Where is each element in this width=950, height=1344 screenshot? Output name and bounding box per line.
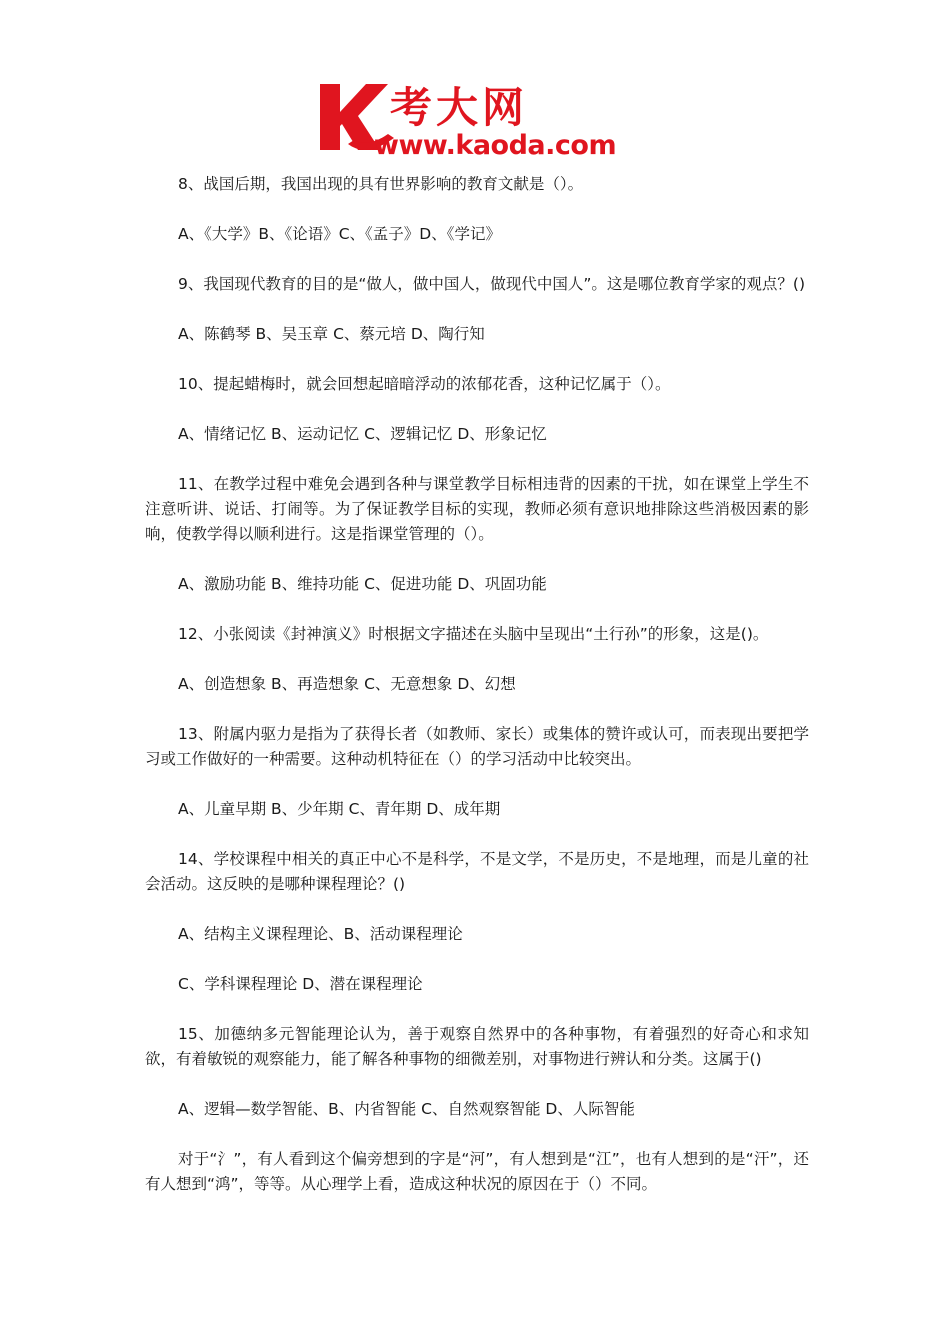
question-14-options-cd: C、学科课程理论 D、潜在课程理论 (178, 975, 423, 993)
question-8-options: A、《大学》B、《论语》C、《孟子》D、《学记》 (178, 225, 501, 243)
question-8: 8、战国后期，我国出现的具有世界影响的教育文献是（）。 (178, 175, 584, 193)
kaoda-logo[interactable] (318, 78, 640, 162)
question-16: 对于“氵”，有人看到这个偏旁想到的字是“河”，有人想到是“江”，也有人想到的是“汗”，还有人想到“鸿”，等等。从心理学上看，造成这种状况的原因在于（）不同。 (145, 1150, 809, 1193)
question-13: 13、附属内驱力是指为了获得长者（如教师、家长）或集体的赞许或认可，而表现出要把学习或工作做好的一种需要。这种动机特征在（）的学习活动中比较突出。 (145, 725, 809, 768)
question-10: 10、提起蜡梅时，就会回想起暗暗浮动的浓郁花香，这种记忆属于（）。 (178, 375, 671, 393)
question-11: 11、在教学过程中难免会遇到各种与课堂教学目标相违背的因素的干扰，如在课堂上学生不注意听讲、说话、打闹等。为了保证教学目标的实现，教师必须有意识地排除这些消极因素的影响，使教学得以顺利进行。这是指课堂管理的（）。 (145, 475, 809, 543)
question-10-options: A、情绪记忆 B、运动记忆 C、逻辑记忆 D、形象记忆 (178, 425, 547, 443)
question-15: 15、加德纳多元智能理论认为，善于观察自然界中的各种事物，有着强烈的好奇心和求知欲，有着敏锐的观察能力，能了解各种事物的细微差别，对事物进行辨认和分类。这属于() (145, 1025, 809, 1068)
question-12-options: A、创造想象 B、再造想象 C、无意想象 D、幻想 (178, 675, 516, 693)
logo-brand-name: 考大网 (390, 83, 529, 132)
question-12: 12、小张阅读《封神演义》时根据文字描述在头脑中呈现出“土行孙”的形象，这是()。 (178, 625, 769, 643)
question-9: 9、我国现代教育的目的是“做人，做中国人，做现代中国人”。这是哪位教育学家的观点？() (178, 275, 806, 293)
document-body (145, 172, 809, 1222)
question-14: 14、学校课程中相关的真正中心不是科学，不是文学，不是历史，不是地理，而是儿童的社会活动。这反映的是哪种课程理论？() (145, 850, 809, 893)
question-15-options: A、逻辑—数学智能、B、内省智能 C、自然观察智能 D、人际智能 (178, 1100, 635, 1118)
question-11-options: A、激励功能 B、维持功能 C、促进功能 D、巩固功能 (178, 575, 547, 593)
question-14-options-ab: A、结构主义课程理论、B、活动课程理论 (178, 925, 463, 943)
question-9-options: A、陈鹤琴 B、吴玉章 C、蔡元培 D、陶行知 (178, 325, 485, 343)
logo-url: www.kaoda.com (374, 130, 617, 161)
kaoda-logo-graphic (318, 78, 640, 162)
question-13-options: A、儿童早期 B、少年期 C、青年期 D、成年期 (178, 800, 501, 818)
